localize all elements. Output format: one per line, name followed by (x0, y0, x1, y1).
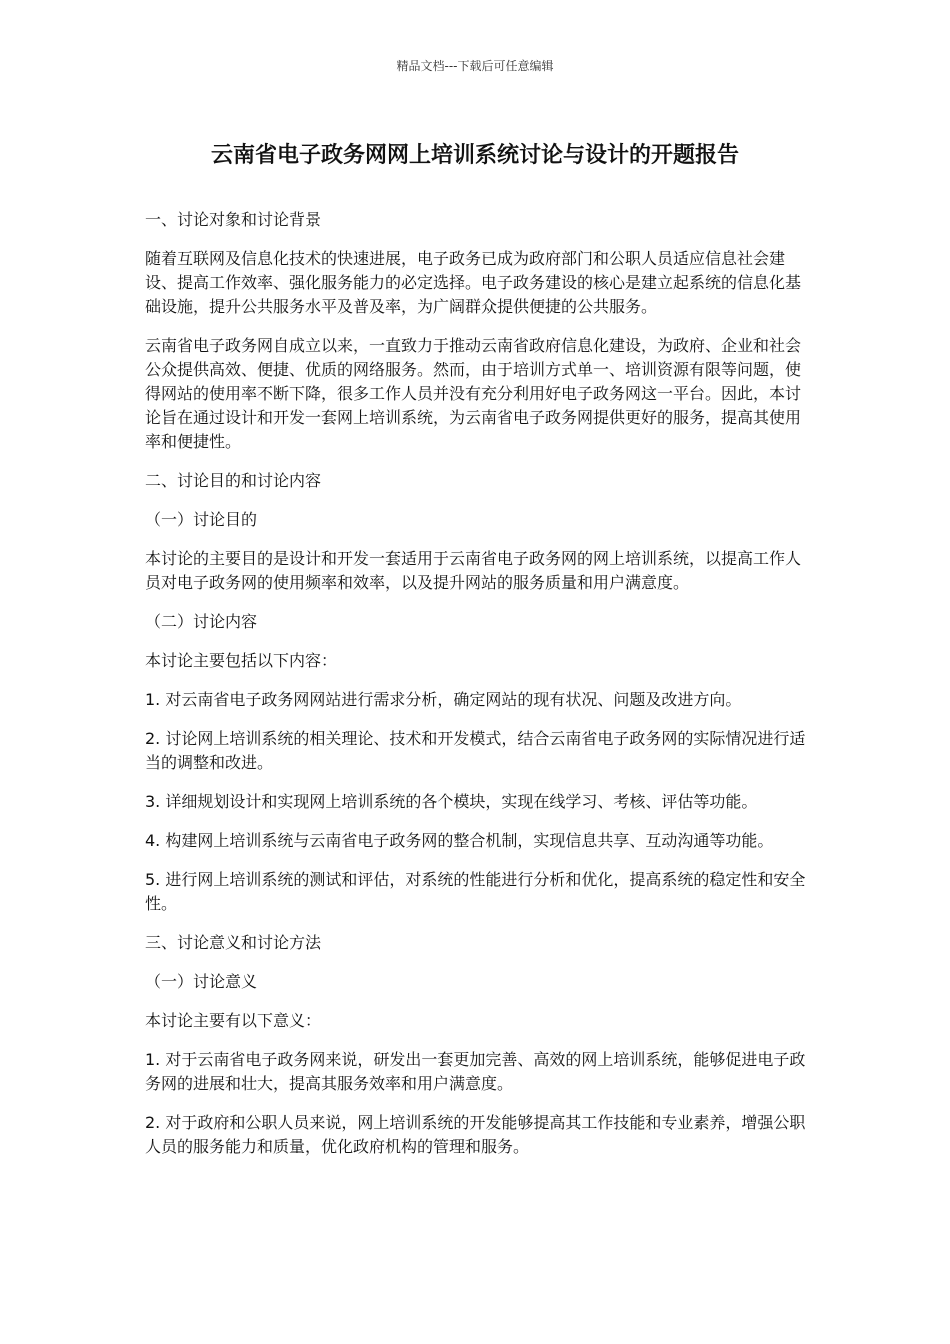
list-item: 1. 对于云南省电子政务网来说，研发出一套更加完善、高效的网上培训系统，能够促进电子政务网的进展和壮大，提高其服务效率和用户满意度。 (145, 1050, 806, 1093)
subsection-heading: （二）讨论内容 (145, 612, 258, 631)
document-body (145, 208, 813, 1174)
section-heading-3: 三、讨论意义和讨论方法 (145, 933, 322, 952)
list-item: 5. 进行网上培训系统的测试和评估，对系统的性能进行分析和优化，提高系统的稳定性和安全性。 (145, 870, 806, 913)
list-item: 1. 对云南省电子政务网网站进行需求分析，确定网站的现有状况、问题及改进方向。 (145, 690, 742, 709)
header-note: 精品文档---下载后可任意编辑 (396, 59, 554, 73)
paragraph: 本讨论的主要目的是设计和开发一套适用于云南省电子政务网的网上培训系统，以提高工作人员对电子政务网的使用频率和效率，以及提升网站的服务质量和用户满意度。 (145, 549, 802, 592)
list-item: 4. 构建网上培训系统与云南省电子政务网的整合机制，实现信息共享、互动沟通等功能。 (145, 831, 774, 850)
subsection-heading: （一）讨论目的 (145, 510, 258, 529)
list-item: 2. 对于政府和公职人员来说，网上培训系统的开发能够提高其工作技能和专业素养，增强公职人员的服务能力和质量，优化政府机构的管理和服务。 (145, 1113, 806, 1156)
section-heading-1: 一、讨论对象和讨论背景 (145, 210, 322, 229)
paragraph: 本讨论主要有以下意义： (145, 1011, 322, 1030)
paragraph: 随着互联网及信息化技术的快速进展，电子政务已成为政府部门和公职人员适应信息社会建设、提高工作效率、强化服务能力的必定选择。电子政务建设的核心是建立起系统的信息化基础设施，提升公共服务水平及普及率，为广阔群众提供便捷的公共服务。 (145, 249, 802, 316)
paragraph: 云南省电子政务网自成立以来，一直致力于推动云南省政府信息化建设，为政府、企业和社会公众提供高效、便捷、优质的网络服务。然而，由于培训方式单一、培训资源有限等问题，使得网站的使用率不断下降，很多工作人员并没有充分利用好电子政务网这一平台。因此，本讨论旨在通过设计和开发一套网上培训系统，为云南省电子政务网提供更好的服务，提高其使用率和便捷性。 (145, 336, 802, 451)
section-heading-2: 二、讨论目的和讨论内容 (145, 471, 322, 490)
document-title: 云南省电子政务网网上培训系统讨论与设计的开题报告 (210, 143, 739, 168)
list-item: 2. 讨论网上培训系统的相关理论、技术和开发模式，结合云南省电子政务网的实际情况进行适当的调整和改进。 (145, 729, 806, 772)
subsection-heading: （一）讨论意义 (145, 972, 258, 991)
list-item: 3. 详细规划设计和实现网上培训系统的各个模块，实现在线学习、考核、评估等功能。 (145, 792, 758, 811)
paragraph: 本讨论主要包括以下内容： (145, 651, 338, 670)
